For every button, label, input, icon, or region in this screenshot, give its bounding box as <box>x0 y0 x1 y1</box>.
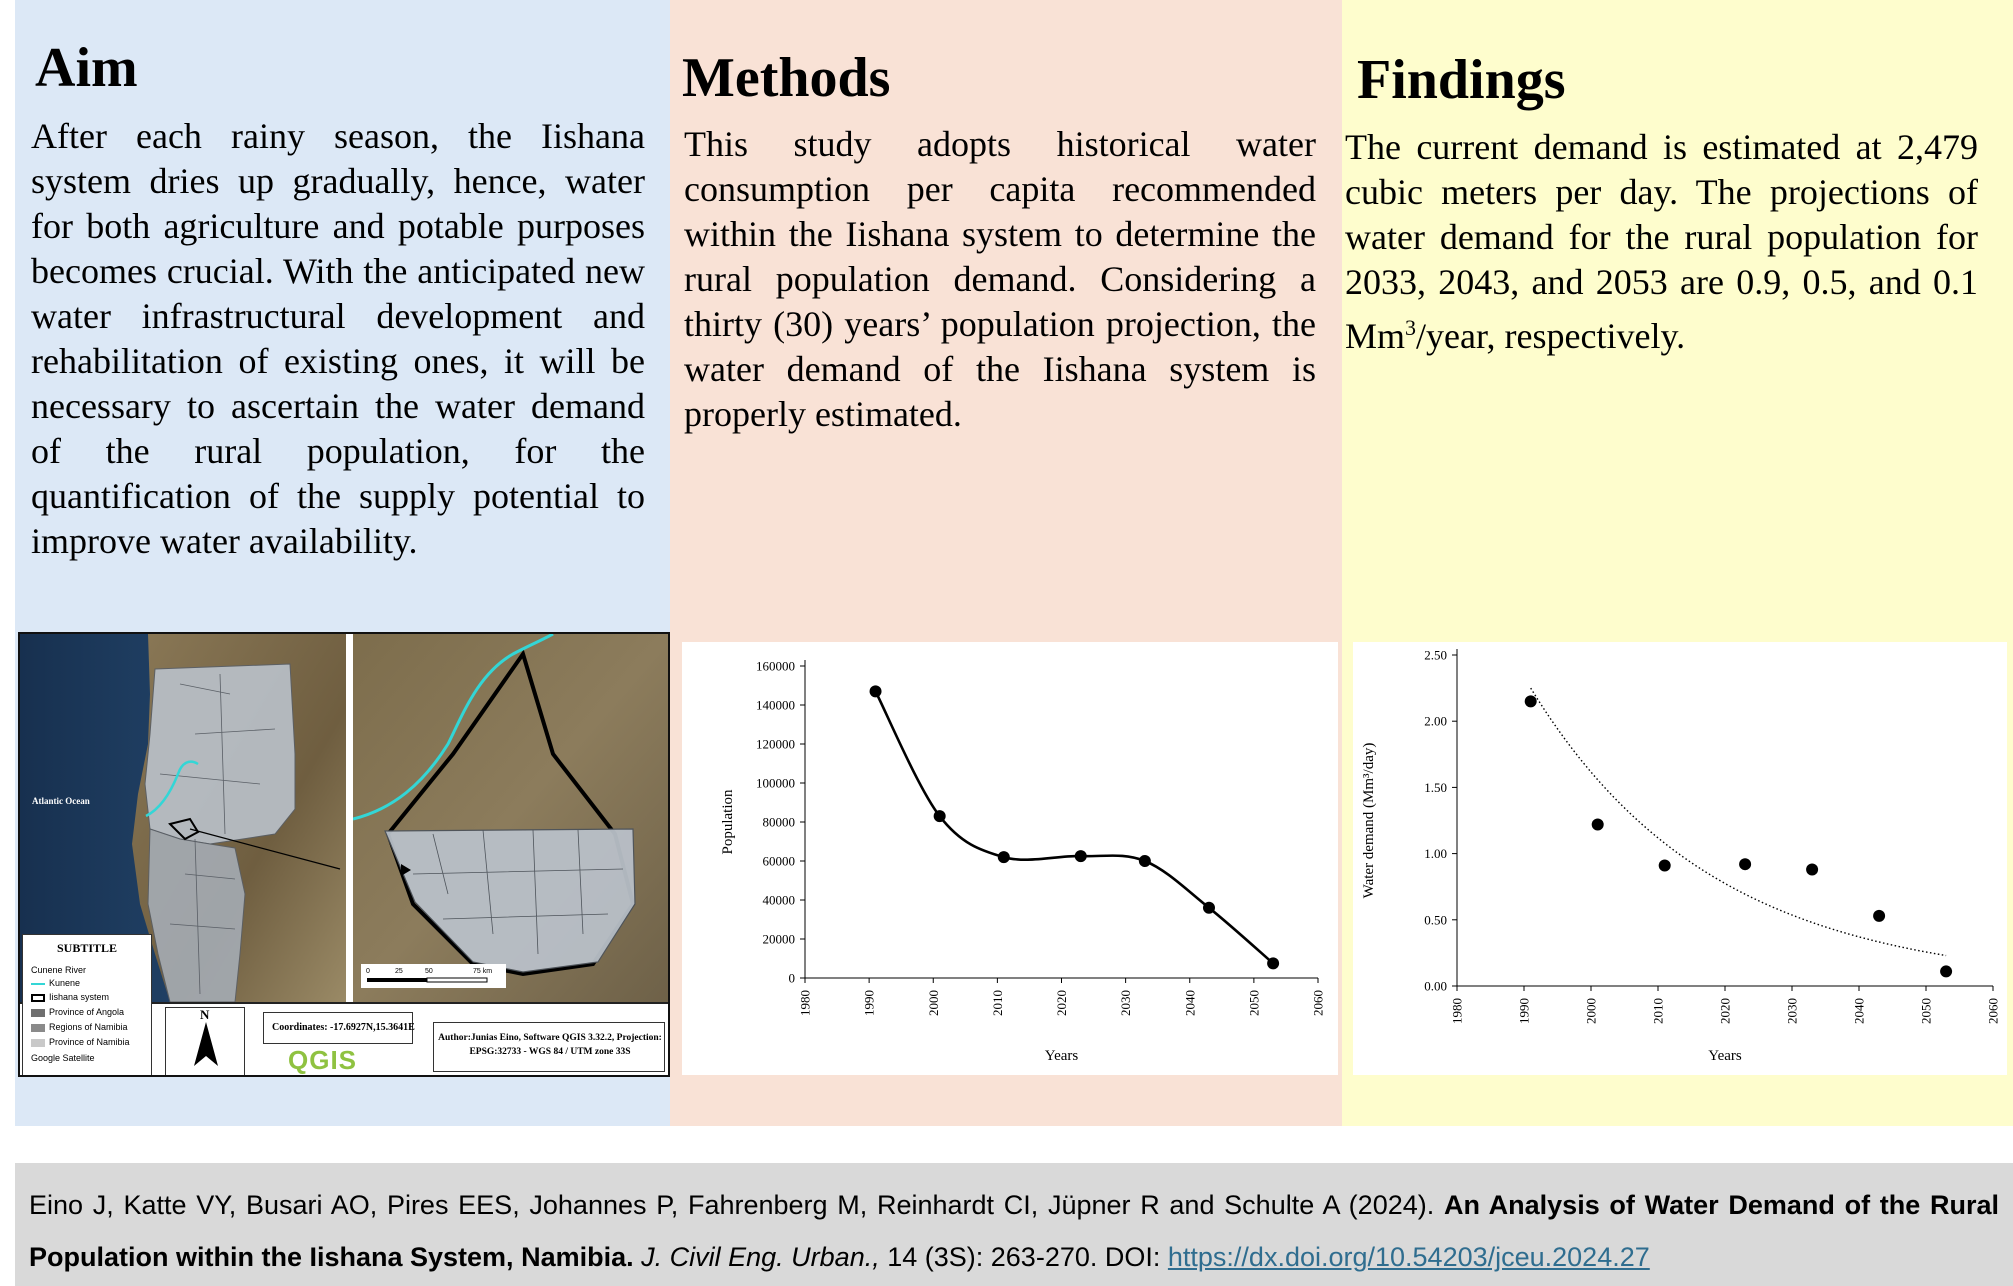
x-tick-label: 2020 <box>1054 990 1069 1016</box>
legend-label-kunene: Kunene <box>49 978 81 988</box>
data-point <box>1525 695 1537 707</box>
author-box <box>433 1022 665 1072</box>
legend-item-namibia-province <box>31 1037 130 1047</box>
data-point <box>1203 902 1215 914</box>
qgis-logo: QGIS <box>288 1045 358 1075</box>
data-point <box>934 810 946 822</box>
namibia-regions-swatch <box>31 1024 45 1032</box>
x-tick-label: 2050 <box>1246 990 1262 1016</box>
scale-bar-white <box>427 978 487 982</box>
author-text <box>436 1031 664 1059</box>
x-tick-label: 2060 <box>1310 990 1326 1016</box>
y-axis-title: Population <box>720 789 736 855</box>
data-point <box>1940 965 1952 977</box>
data-point <box>1075 850 1087 862</box>
data-point <box>1592 818 1604 830</box>
study-area-map <box>18 632 670 1077</box>
citation-doi-link[interactable]: https://dx.doi.org/10.54203/jceu.2024.27 <box>1167 1242 1650 1272</box>
data-point <box>1739 858 1751 870</box>
coordinates-box <box>263 1012 413 1044</box>
scale-label-0: 0 <box>366 968 370 975</box>
y-axis-title: Water demand (Mm³/day) <box>1361 742 1377 899</box>
water-demand-chart <box>1353 642 2007 1075</box>
data-point <box>1873 910 1885 922</box>
scale-label-25: 25 <box>395 968 403 975</box>
x-tick-label: 2020 <box>1717 998 1733 1024</box>
scale-bar-black <box>367 978 427 982</box>
water-demand-chart-svg <box>1353 642 2007 1075</box>
legend-label-iishana: Iishana system <box>49 992 110 1002</box>
findings-heading: Findings <box>1357 49 1566 111</box>
citation-block <box>15 1163 2013 1286</box>
legend-item-iishana <box>31 992 109 1002</box>
iishana-swatch <box>31 994 45 1002</box>
x-tick-label: 2060 <box>1985 998 2001 1024</box>
y-tick-label: 80000 <box>762 814 795 830</box>
y-tick-label: 40000 <box>762 892 795 908</box>
scale-label-50: 50 <box>425 968 433 975</box>
population-series-line <box>876 691 1274 963</box>
y-tick-label: 2.50 <box>1424 647 1447 663</box>
y-tick-label: 120000 <box>756 736 795 752</box>
iishana-detail-map <box>353 634 670 1002</box>
y-tick-label: 0.00 <box>1424 978 1447 994</box>
x-tick-label: 2000 <box>925 990 941 1016</box>
legend-item-google <box>31 1053 95 1063</box>
legend-title: SUBTITLE <box>56 941 118 955</box>
detail-map-graphic <box>353 634 670 1002</box>
author-line-1: Author:Junias Eino, Software QGIS 3.32.2, Projection: <box>438 1033 662 1043</box>
x-tick-label: 1990 <box>861 990 877 1016</box>
findings-text <box>1345 125 1978 359</box>
citation-authors: Eino J, Katte VY, Busari AO, Pires EES, Johannes P, Fahrenberg M, Reinhardt CI, Jüpner R and Schulte A (2024). <box>29 1190 1435 1220</box>
y-tick-label: 1.50 <box>1424 779 1447 795</box>
aim-text: After each rainy season, the Iishana system dries up gradually, hence, water for both agriculture and potable purposes becomes crucial. With the anticipated new water infrastructural development and rehabilitation of existing ones, it will be necessary to ascertain the water demand of the rural population, for the quantification of the supply potential to improve water availability. <box>31 116 645 561</box>
legend-label-namibia-province: Province of Namibia <box>49 1037 130 1047</box>
y-tick-label: 2.00 <box>1424 713 1447 729</box>
citation-title: An Analysis of Water Demand of the Rural Population within the Iishana System, Namibia. <box>29 1190 1999 1272</box>
x-axis-title: Years <box>1708 1048 1742 1064</box>
citation-journal: J. Civil Eng. Urban., <box>641 1242 880 1272</box>
y-tick-label: 100000 <box>756 775 795 791</box>
coordinates-text: Coordinates: -17.6927N,15.3641E <box>272 1022 415 1033</box>
x-tick-label: 1990 <box>1516 998 1532 1024</box>
y-tick-label: 1.00 <box>1424 846 1447 862</box>
x-tick-label: 2030 <box>1118 990 1134 1016</box>
methods-heading: Methods <box>682 47 891 109</box>
x-axis-title: Years <box>1044 1048 1079 1064</box>
angola-provinces <box>145 664 295 844</box>
findings-text-superscript: 3 <box>1405 315 1417 340</box>
legend-item-namibia-regions <box>31 1022 128 1032</box>
x-tick-label: 2030 <box>1784 998 1800 1024</box>
x-tick-label: 2010 <box>989 990 1005 1016</box>
data-point <box>870 685 882 697</box>
legend-item-angola <box>31 1007 124 1017</box>
x-tick-label: 1980 <box>1449 998 1465 1024</box>
legend-item-kunene <box>31 978 80 988</box>
map-separator <box>346 634 353 1002</box>
y-tick-label: 0 <box>788 970 795 986</box>
y-tick-label: 160000 <box>756 658 795 674</box>
ocean-label: Atlantic Ocean <box>32 796 90 806</box>
scale-label-75km: 75 km <box>473 968 493 975</box>
aim-heading: Aim <box>35 37 138 99</box>
kunene-swatch <box>31 983 45 985</box>
y-tick-label: 60000 <box>762 853 795 869</box>
x-tick-label: 2040 <box>1182 990 1198 1016</box>
author-line-2: EPSG:32733 - WGS 84 / UTM zone 33S <box>469 1047 631 1057</box>
data-point <box>998 851 1010 863</box>
data-point <box>1659 860 1671 872</box>
findings-text-part2: /year, respectively. <box>1416 316 1686 356</box>
x-tick-label: 2010 <box>1650 998 1666 1024</box>
angola-swatch <box>31 1009 45 1017</box>
x-tick-label: 2000 <box>1583 998 1599 1024</box>
methods-text: This study adopts historical water consumption per capita recommended within the Iishana system to determine the rural population demand. Considering a thirty (30) years’ population projection, the water demand of the Iishana system is properly estimated. <box>684 124 1316 434</box>
x-tick-label: 2050 <box>1918 998 1934 1024</box>
map-legend <box>22 934 152 1077</box>
x-tick-label: 2040 <box>1851 998 1867 1024</box>
legend-label-angola: Province of Angola <box>49 1007 125 1017</box>
data-point <box>1806 863 1818 875</box>
namibia-province-swatch <box>31 1039 45 1047</box>
legend-label-namibia-regions: Regions of Namibia <box>49 1022 128 1032</box>
north-label: N <box>200 1007 210 1022</box>
north-arrow-box <box>165 1007 245 1077</box>
population-chart <box>682 642 1338 1075</box>
legend-label-google: Google Satellite <box>31 1053 95 1063</box>
x-tick-label: 1980 <box>797 990 813 1016</box>
population-chart-svg <box>682 642 1338 1075</box>
findings-text-part1: The current demand is estimated at 2,479 cubic meters per day. The projections of water demand for the rural population for 2033, 2043, and 2053 are 0.9, 0.5, and 0.1 Mm <box>1345 127 1978 356</box>
legend-label-cunene: Cunene River <box>31 965 87 975</box>
citation-volume: 14 (3S): 263-270. DOI: <box>887 1242 1161 1272</box>
data-point <box>1139 855 1151 867</box>
y-tick-label: 140000 <box>756 697 795 713</box>
y-tick-label: 20000 <box>762 931 795 947</box>
y-tick-label: 0.50 <box>1424 912 1447 928</box>
north-arrow-shape <box>194 1022 218 1066</box>
legend-item-cunene <box>31 965 86 975</box>
data-point <box>1267 957 1279 969</box>
